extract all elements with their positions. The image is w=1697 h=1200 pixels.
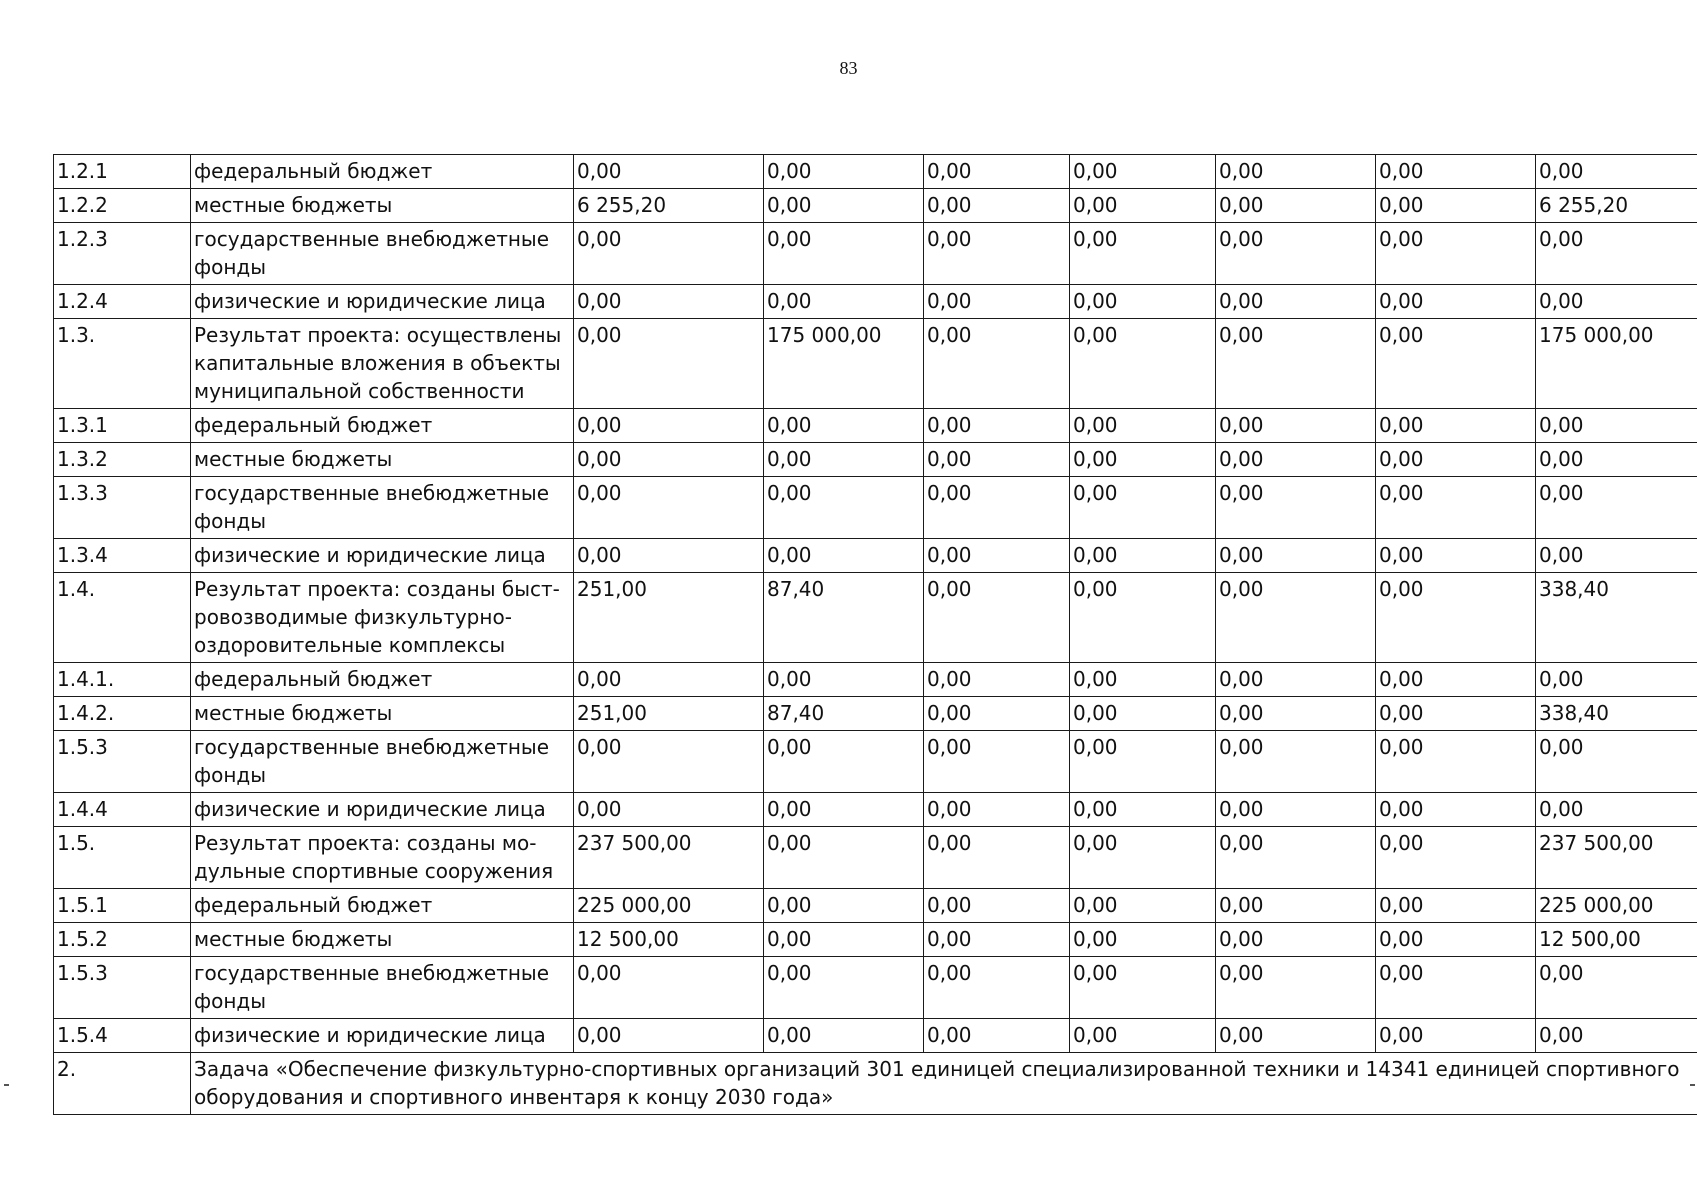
value-cell-2: 0,00 xyxy=(764,827,924,889)
row-name-cell: федеральный бюджет xyxy=(191,409,574,443)
value-cell-2: 0,00 xyxy=(764,443,924,477)
value-cell-4: 0,00 xyxy=(1070,573,1216,663)
value-cell-1: 0,00 xyxy=(574,155,764,189)
value-cell-6: 0,00 xyxy=(1376,827,1536,889)
value-cell-5: 0,00 xyxy=(1216,957,1376,1019)
row-name-cell: физические и юридические лица xyxy=(191,539,574,573)
value-cell-1: 0,00 xyxy=(574,223,764,285)
value-cell-7: 0,00 xyxy=(1536,957,1697,1019)
row-name-cell: местные бюджеты xyxy=(191,443,574,477)
table-row xyxy=(54,827,1697,889)
value-cell-4: 0,00 xyxy=(1070,663,1216,697)
value-cell-5: 0,00 xyxy=(1216,409,1376,443)
value-cell-5: 0,00 xyxy=(1216,443,1376,477)
value-cell-3: 0,00 xyxy=(924,409,1070,443)
value-cell-4: 0,00 xyxy=(1070,923,1216,957)
value-cell-7: 338,40 xyxy=(1536,573,1697,663)
value-cell-7: 338,40 xyxy=(1536,697,1697,731)
value-cell-5: 0,00 xyxy=(1216,731,1376,793)
table-row xyxy=(54,1019,1697,1053)
value-cell-7: 6 255,20 xyxy=(1536,189,1697,223)
value-cell-2: 0,00 xyxy=(764,923,924,957)
table-row xyxy=(54,731,1697,793)
value-cell-2: 0,00 xyxy=(764,663,924,697)
row-number-cell: 1.2.4 xyxy=(54,285,191,319)
row-name-cell: местные бюджеты xyxy=(191,189,574,223)
row-name-cell: физические и юридические лица xyxy=(191,1019,574,1053)
value-cell-5: 0,00 xyxy=(1216,827,1376,889)
row-name-cell: государственные внебюджетные фонды xyxy=(191,731,574,793)
value-cell-1: 251,00 xyxy=(574,697,764,731)
row-name-cell: Результат проекта: созданы быст-ровозводимые физкультурно-оздоровительные комплексы xyxy=(191,573,574,663)
row-name-cell: государственные внебюджетные фонды xyxy=(191,957,574,1019)
value-cell-2: 0,00 xyxy=(764,155,924,189)
value-cell-6: 0,00 xyxy=(1376,889,1536,923)
table-row xyxy=(54,319,1697,409)
table-row xyxy=(54,409,1697,443)
value-cell-4: 0,00 xyxy=(1070,539,1216,573)
value-cell-7: 0,00 xyxy=(1536,409,1697,443)
row-number-cell: 1.5.2 xyxy=(54,923,191,957)
value-cell-4: 0,00 xyxy=(1070,697,1216,731)
value-cell-1: 12 500,00 xyxy=(574,923,764,957)
value-cell-3: 0,00 xyxy=(924,1019,1070,1053)
value-cell-7: 12 500,00 xyxy=(1536,923,1697,957)
row-number-cell: 1.5. xyxy=(54,827,191,889)
value-cell-3: 0,00 xyxy=(924,573,1070,663)
table-row xyxy=(54,793,1697,827)
table-row xyxy=(54,539,1697,573)
table-row xyxy=(54,223,1697,285)
row-number-cell: 1.4.4 xyxy=(54,793,191,827)
value-cell-6: 0,00 xyxy=(1376,155,1536,189)
value-cell-6: 0,00 xyxy=(1376,731,1536,793)
value-cell-3: 0,00 xyxy=(924,155,1070,189)
budget-table-body xyxy=(54,155,1697,1115)
value-cell-4: 0,00 xyxy=(1070,793,1216,827)
value-cell-2: 0,00 xyxy=(764,793,924,827)
row-name-cell: федеральный бюджет xyxy=(191,663,574,697)
value-cell-1: 0,00 xyxy=(574,319,764,409)
value-cell-4: 0,00 xyxy=(1070,319,1216,409)
value-cell-2: 0,00 xyxy=(764,957,924,1019)
value-cell-2: 0,00 xyxy=(764,477,924,539)
row-name-cell: физические и юридические лица xyxy=(191,793,574,827)
row-number-cell: 1.3.2 xyxy=(54,443,191,477)
row-number-cell: 1.2.2 xyxy=(54,189,191,223)
row-name-cell: физические и юридические лица xyxy=(191,285,574,319)
row-name-cell: местные бюджеты xyxy=(191,697,574,731)
task-number-cell: 2. xyxy=(54,1053,191,1115)
value-cell-7: 0,00 xyxy=(1536,155,1697,189)
value-cell-6: 0,00 xyxy=(1376,1019,1536,1053)
table-row xyxy=(54,477,1697,539)
value-cell-3: 0,00 xyxy=(924,319,1070,409)
row-number-cell: 1.4.2. xyxy=(54,697,191,731)
scan-edge-mark-left xyxy=(4,1084,9,1086)
row-name-cell: федеральный бюджет xyxy=(191,155,574,189)
value-cell-7: 175 000,00 xyxy=(1536,319,1697,409)
value-cell-6: 0,00 xyxy=(1376,409,1536,443)
row-number-cell: 1.4. xyxy=(54,573,191,663)
value-cell-5: 0,00 xyxy=(1216,889,1376,923)
value-cell-7: 0,00 xyxy=(1536,477,1697,539)
value-cell-5: 0,00 xyxy=(1216,1019,1376,1053)
value-cell-2: 0,00 xyxy=(764,189,924,223)
table-row xyxy=(54,923,1697,957)
value-cell-5: 0,00 xyxy=(1216,223,1376,285)
table-row xyxy=(54,957,1697,1019)
value-cell-1: 6 255,20 xyxy=(574,189,764,223)
row-number-cell: 1.5.1 xyxy=(54,889,191,923)
value-cell-1: 0,00 xyxy=(574,285,764,319)
value-cell-4: 0,00 xyxy=(1070,285,1216,319)
value-cell-1: 251,00 xyxy=(574,573,764,663)
value-cell-1: 0,00 xyxy=(574,477,764,539)
value-cell-5: 0,00 xyxy=(1216,189,1376,223)
value-cell-6: 0,00 xyxy=(1376,223,1536,285)
value-cell-1: 0,00 xyxy=(574,539,764,573)
value-cell-2: 0,00 xyxy=(764,889,924,923)
value-cell-1: 0,00 xyxy=(574,793,764,827)
value-cell-6: 0,00 xyxy=(1376,285,1536,319)
value-cell-4: 0,00 xyxy=(1070,889,1216,923)
task-description-cell: Задача «Обеспечение физкультурно-спортивных организаций 301 единицей специализированной техники и 14341 единицей спортивного оборудования и спортивного инвентаря к концу 2030 года» xyxy=(191,1053,1697,1115)
value-cell-3: 0,00 xyxy=(924,477,1070,539)
table-row xyxy=(54,573,1697,663)
value-cell-2: 0,00 xyxy=(764,223,924,285)
value-cell-4: 0,00 xyxy=(1070,443,1216,477)
value-cell-7: 0,00 xyxy=(1536,1019,1697,1053)
value-cell-4: 0,00 xyxy=(1070,155,1216,189)
table-row xyxy=(54,443,1697,477)
value-cell-5: 0,00 xyxy=(1216,155,1376,189)
value-cell-6: 0,00 xyxy=(1376,477,1536,539)
row-number-cell: 1.3.3 xyxy=(54,477,191,539)
value-cell-7: 0,00 xyxy=(1536,663,1697,697)
value-cell-5: 0,00 xyxy=(1216,539,1376,573)
row-number-cell: 1.3. xyxy=(54,319,191,409)
value-cell-3: 0,00 xyxy=(924,793,1070,827)
value-cell-6: 0,00 xyxy=(1376,189,1536,223)
value-cell-2: 87,40 xyxy=(764,573,924,663)
value-cell-3: 0,00 xyxy=(924,663,1070,697)
value-cell-6: 0,00 xyxy=(1376,793,1536,827)
value-cell-2: 175 000,00 xyxy=(764,319,924,409)
value-cell-7: 0,00 xyxy=(1536,223,1697,285)
row-number-cell: 1.5.4 xyxy=(54,1019,191,1053)
value-cell-3: 0,00 xyxy=(924,889,1070,923)
value-cell-5: 0,00 xyxy=(1216,477,1376,539)
value-cell-4: 0,00 xyxy=(1070,477,1216,539)
page-number: 83 xyxy=(839,58,858,78)
row-name-cell: государственные внебюджетные фонды xyxy=(191,477,574,539)
value-cell-2: 0,00 xyxy=(764,285,924,319)
value-cell-5: 0,00 xyxy=(1216,573,1376,663)
value-cell-4: 0,00 xyxy=(1070,957,1216,1019)
value-cell-1: 0,00 xyxy=(574,409,764,443)
value-cell-5: 0,00 xyxy=(1216,793,1376,827)
value-cell-5: 0,00 xyxy=(1216,923,1376,957)
value-cell-4: 0,00 xyxy=(1070,1019,1216,1053)
value-cell-3: 0,00 xyxy=(924,443,1070,477)
row-number-cell: 1.3.1 xyxy=(54,409,191,443)
value-cell-2: 0,00 xyxy=(764,731,924,793)
scan-edge-mark-right xyxy=(1690,1084,1695,1086)
value-cell-1: 0,00 xyxy=(574,443,764,477)
value-cell-2: 0,00 xyxy=(764,409,924,443)
value-cell-7: 0,00 xyxy=(1536,731,1697,793)
row-name-cell: Результат проекта: осуществлены капитальные вложения в объекты муниципальной собственности xyxy=(191,319,574,409)
table-row xyxy=(54,155,1697,189)
value-cell-3: 0,00 xyxy=(924,731,1070,793)
row-number-cell: 1.4.1. xyxy=(54,663,191,697)
row-number-cell: 1.5.3 xyxy=(54,731,191,793)
budget-table xyxy=(53,154,1697,1115)
row-name-cell: государственные внебюджетные фонды xyxy=(191,223,574,285)
value-cell-1: 0,00 xyxy=(574,663,764,697)
row-number-cell: 1.3.4 xyxy=(54,539,191,573)
value-cell-6: 0,00 xyxy=(1376,573,1536,663)
value-cell-6: 0,00 xyxy=(1376,663,1536,697)
value-cell-7: 0,00 xyxy=(1536,793,1697,827)
value-cell-3: 0,00 xyxy=(924,827,1070,889)
value-cell-7: 0,00 xyxy=(1536,285,1697,319)
row-number-cell: 1.5.3 xyxy=(54,957,191,1019)
value-cell-3: 0,00 xyxy=(924,697,1070,731)
task-row xyxy=(54,1053,1697,1115)
value-cell-6: 0,00 xyxy=(1376,319,1536,409)
value-cell-4: 0,00 xyxy=(1070,409,1216,443)
value-cell-4: 0,00 xyxy=(1070,223,1216,285)
value-cell-6: 0,00 xyxy=(1376,443,1536,477)
table-row xyxy=(54,663,1697,697)
value-cell-5: 0,00 xyxy=(1216,319,1376,409)
value-cell-6: 0,00 xyxy=(1376,697,1536,731)
value-cell-5: 0,00 xyxy=(1216,697,1376,731)
value-cell-1: 0,00 xyxy=(574,1019,764,1053)
value-cell-3: 0,00 xyxy=(924,189,1070,223)
table-row xyxy=(54,697,1697,731)
table-row xyxy=(54,189,1697,223)
value-cell-3: 0,00 xyxy=(924,923,1070,957)
value-cell-5: 0,00 xyxy=(1216,285,1376,319)
value-cell-7: 0,00 xyxy=(1536,443,1697,477)
value-cell-5: 0,00 xyxy=(1216,663,1376,697)
value-cell-3: 0,00 xyxy=(924,957,1070,1019)
row-name-cell: местные бюджеты xyxy=(191,923,574,957)
value-cell-3: 0,00 xyxy=(924,223,1070,285)
value-cell-4: 0,00 xyxy=(1070,189,1216,223)
value-cell-1: 237 500,00 xyxy=(574,827,764,889)
table-row xyxy=(54,889,1697,923)
value-cell-7: 225 000,00 xyxy=(1536,889,1697,923)
value-cell-6: 0,00 xyxy=(1376,539,1536,573)
value-cell-4: 0,00 xyxy=(1070,827,1216,889)
row-number-cell: 1.2.1 xyxy=(54,155,191,189)
row-name-cell: федеральный бюджет xyxy=(191,889,574,923)
value-cell-1: 0,00 xyxy=(574,957,764,1019)
value-cell-4: 0,00 xyxy=(1070,731,1216,793)
row-number-cell: 1.2.3 xyxy=(54,223,191,285)
value-cell-2: 0,00 xyxy=(764,539,924,573)
value-cell-2: 87,40 xyxy=(764,697,924,731)
value-cell-1: 0,00 xyxy=(574,731,764,793)
value-cell-3: 0,00 xyxy=(924,539,1070,573)
row-name-cell: Результат проекта: созданы мо-дульные спортивные сооружения xyxy=(191,827,574,889)
value-cell-7: 0,00 xyxy=(1536,539,1697,573)
value-cell-3: 0,00 xyxy=(924,285,1070,319)
table-row xyxy=(54,285,1697,319)
value-cell-6: 0,00 xyxy=(1376,957,1536,1019)
value-cell-1: 225 000,00 xyxy=(574,889,764,923)
value-cell-7: 237 500,00 xyxy=(1536,827,1697,889)
value-cell-6: 0,00 xyxy=(1376,923,1536,957)
value-cell-2: 0,00 xyxy=(764,1019,924,1053)
